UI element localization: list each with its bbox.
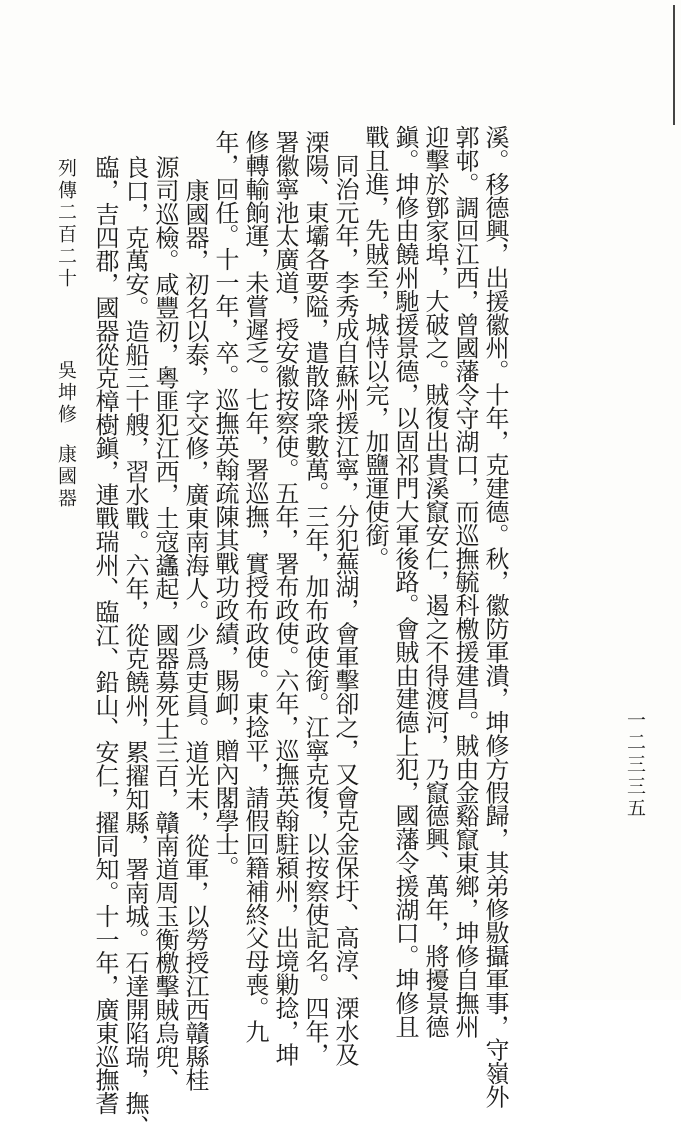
running-head-juan: 列傳二百二十 <box>55 158 77 290</box>
text-column-2: 郭邨。調回江西，曾國藩令守湖口，而巡撫毓科檄援建昌。賊由金谿竄東鄉，坤修自撫州 <box>451 125 479 1038</box>
running-head-names: 吳坤修 <box>55 360 77 426</box>
text-column-10: 年，回任。十一年，卒。巡撫英翰疏陳其戰功政績，賜卹，贈內閣學士。 <box>211 130 239 879</box>
running-head-names-2: 康國器 <box>55 444 77 510</box>
text-column-3: 迎擊於鄧家埠，大破之。賊復出貴溪竄安仁，遏之不得渡河，乃竄德興、萬年，將擾景德 <box>421 125 449 1038</box>
text-column-14: 良口，克萬安。造船三十艘，習水戰。六年，從克饒州，累擢知縣，署南城。石達開陷瑞，撫、 <box>121 155 149 1138</box>
text-column-9: 修轉輸餉運，未嘗遲乏。七年，署巡撫，實授布政使。東捻平，請假回籍補終父母喪。九 <box>241 130 269 1043</box>
page-edge-mark <box>673 5 675 125</box>
text-column-1: 溪。移德興，出援徽州。十年，克建德。秋，徽防軍潰，坤修方假歸，其弟修敭攝軍事，守嶺外 <box>481 125 509 1108</box>
text-column-15: 臨，吉四郡，國器從克樟樹鎭，連戰瑞州、臨江、鉛山、安仁，擢同知。十一年，廣東巡撫耆 <box>91 155 119 1115</box>
text-column-7: 溧陽、東壩各要隘，遣散降衆數萬。三年，加布政使銜。江寧克復，以按察使記名。四年， <box>301 130 329 1067</box>
page-number: 一二三三五 <box>624 710 646 820</box>
text-column-12: 康國器，初名以泰，字交修，廣東南海人。少爲吏員。道光末，從軍，以勞授江西贛縣桂 <box>181 155 209 1092</box>
text-column-4: 鎭。坤修由饒州馳援景德，以固祁門大軍後路。會賊由建德上犯，國藩令援湖口。坤修且 <box>391 125 419 1038</box>
text-column-6: 同治元年，李秀成自蘇州援江寧，分犯蕪湖，會軍擊卻之，又會克金保圩、高淳、溧水及 <box>331 130 359 1067</box>
text-column-5: 戰且進，先賊至，城恃以完，加鹽運使銜。 <box>361 125 389 570</box>
text-column-13: 源司巡檢。咸豐初，粵匪犯江西，土寇蠭起，國器募死士三百，贛南道周玉衡檄擊賊烏兜、 <box>151 155 179 1092</box>
running-head <box>56 158 75 510</box>
text-column-8: 署徽寧池太廣道，授安徽按察使。五年，署布政使。六年，巡撫英翰駐潁州，出境勦捻，坤 <box>271 130 299 1067</box>
